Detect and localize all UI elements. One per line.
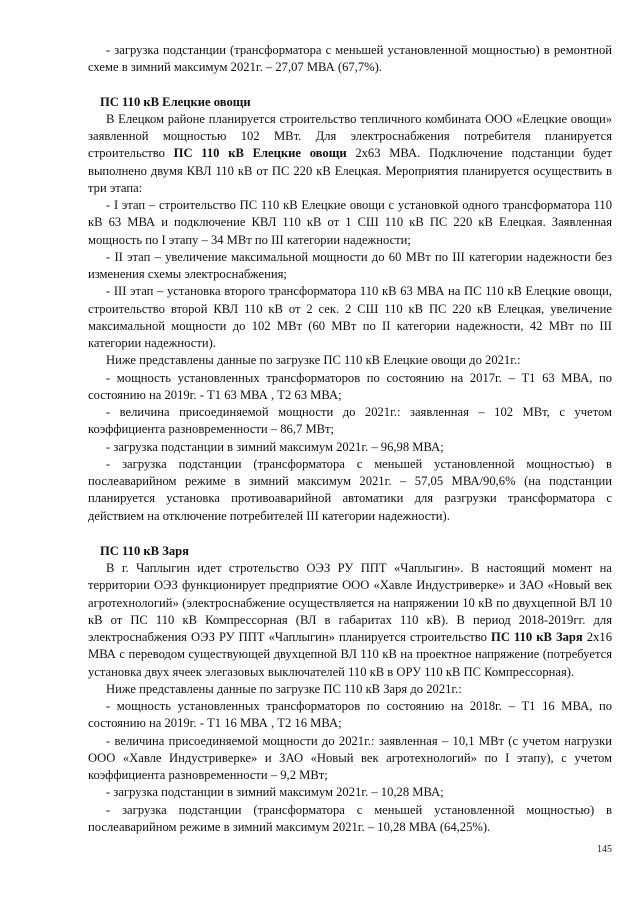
paragraph-zarya-intro — [88, 560, 612, 681]
list-item-zarya-3: - загрузка подстанции в зимний максимум 2021г. – 10,28 МВА; — [106, 785, 444, 800]
intro-text: В Елецком районе планируется строительство тепличного комбината ООО «Елецкие овощи» заявленной мощностью 102 МВт. Для электроснабжения потребителя планируется строительство — [88, 111, 612, 161]
spacer — [88, 525, 612, 543]
section-heading-zarya: ПС 110 кВ Заря — [100, 543, 189, 558]
intro-bold-name: ПС 110 кВ Елецкие овощи — [173, 146, 347, 161]
list-item-eletskie-1: - мощность установленных трансформаторов по состоянию на 2017г. – Т1 63 МВА, по состоянию на 2019г. - Т1 63 МВА , Т2 63 МВА; — [88, 370, 612, 402]
document-page — [88, 42, 612, 836]
paragraph-stage-1: - I этап – строительство ПС 110 кВ Елецкие овощи с установкой одного трансформатора 110 кВ 63 МВА и подключение КВЛ 110 кВ от 1 СШ 110 кВ ПС 220 кВ Елецкая. Заявленная мощность по I этапу – 34 МВт по III категории надежности; — [88, 198, 612, 247]
paragraph-eletskie-below: Ниже представлены данные по загрузке ПС 110 кВ Елецкие овощи до 2021г.: — [106, 353, 521, 368]
paragraph-stage-3: - III этап – установка второго трансформатора 110 кВ 63 МВА на ПС 110 кВ Елецкие овощи, строительство второй КВЛ 110 кВ от 2 сек. 2 СШ 110 кВ ПС 220 кВ Елецкая, увеличение максимальной мощности до 102 МВт (60 МВт по II категории надежности, 42 МВт по III категории надежности). — [88, 284, 612, 350]
list-item-zarya-4: - загрузка подстанции (трансформатора с меньшей установленной мощностью) в послеаварийном режиме в зимний максимум 2021г. – 10,28 МВА (64,25%). — [88, 802, 612, 834]
paragraph-stage-2: - II этап – увеличение максимальной мощности до 60 МВт по III категории надежности без изменения схемы электроснабжения; — [88, 249, 612, 281]
intro-text-cont: 2х16 МВА с переводом существующей двухцепной ВЛ 110 кВ на проектное напряжение (потребуется установка двух ячеек элегазовых выключателей 110 кВ в ОРУ 110 кВ ПС Компрессорная). — [88, 630, 612, 679]
paragraph-eletskie-intro — [88, 111, 612, 197]
intro-bold-name: ПС 110 кВ Заря — [491, 630, 583, 644]
list-item-zarya-1: - мощность установленных трансформаторов по состоянию на 2018г. – Т1 16 МВА, по состоянию на 2019г. - Т1 16 МВА , Т2 16 МВА; — [88, 699, 612, 731]
paragraph-zarya-below: Ниже представлены данные по загрузке ПС 110 кВ Заря до 2021г.: — [106, 681, 462, 696]
list-item-zarya-2: - величина присоединяемой мощности до 2021г.: заявленная – 10,1 МВт (с учетом нагрузки ООО «Хавле Индустриверке» и ЗАО «Новый век агротехнологий» по I этапу), с учетом коэффициента разновременности – 9,2 МВт; — [88, 733, 612, 782]
list-item-eletskie-3: - загрузка подстанции в зимний максимум 2021г. – 96,98 МВА; — [106, 439, 444, 454]
section-heading-eletskie: ПС 110 кВ Елецкие овощи — [100, 94, 251, 109]
list-item-eletskie-4: - загрузка подстанции (трансформатора с меньшей установленной мощностью) в послеаварийном режиме в зимний максимум 2021г. – 57,05 МВА/90,6% (на подстанции планируется установка противоаварийной автоматики для разгрузки трансформатора с действием на отключение потребителей III категории надежности). — [88, 456, 612, 523]
spacer — [88, 77, 612, 94]
intro-text-cont: 2х63 МВА. Подключение подстанции будет выполнено двумя КВЛ 110 кВ от ПС 220 кВ Елецкая. Мероприятия планируется осуществить в три этапа: — [88, 146, 612, 195]
intro-text: В г. Чаплыгин идет стротельство ОЭЗ РУ ППТ «Чаплыгин». В настоящий момент на территории ОЭЗ функционирует предприятие ООО «Хавле Индустриверке» и ЗАО «Новый век агротехнологий» (электроснабжение осуществляется на напряжении 10 кВ по двухцепной ВЛ 10 кВ от ПС 110 кВ Компрессорная (ВЛ в габаритах 110 кВ). В период 2018-2019гг. для электроснабжения ОЭЗ РУ ППТ «Чаплыгин» планируется строительство — [88, 561, 612, 644]
list-item-eletskie-2: - величина присоединяемой мощности до 2021г.: заявленная – 102 МВт, с учетом коэффициента разновременности – 86,7 МВт; — [88, 405, 612, 437]
paragraph-top: - загрузка подстанции (трансформатора с меньшей установленной мощностью) в ремонтной схеме в зимний максимум 2021г. – 27,07 МВА (67,7%). — [88, 43, 612, 75]
page-number: 145 — [597, 844, 612, 855]
